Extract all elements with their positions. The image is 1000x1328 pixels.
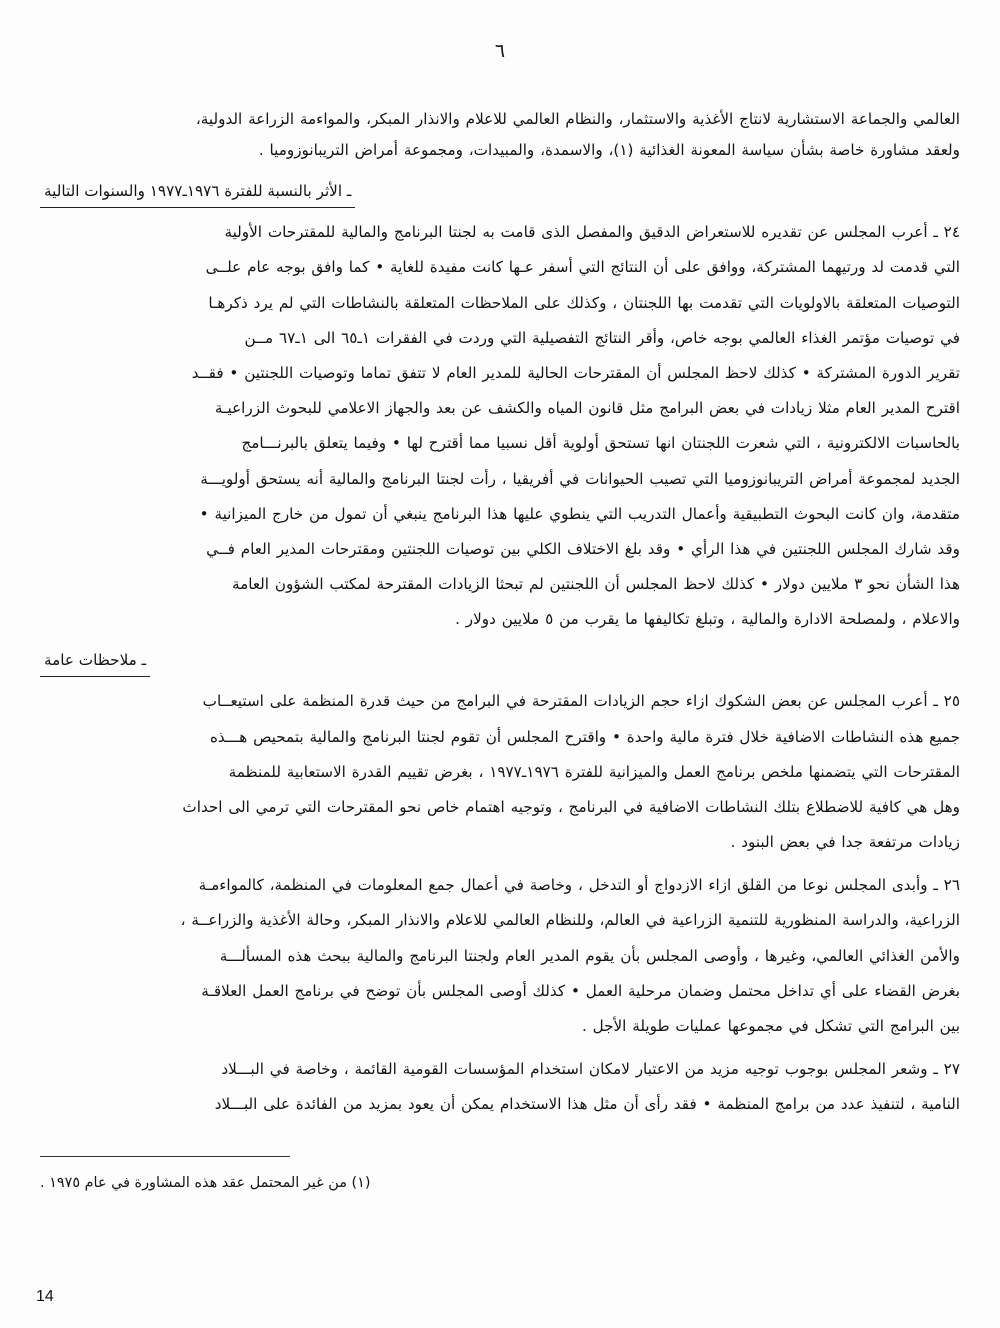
section-item-24 (40, 218, 960, 634)
section-item-26 (40, 871, 960, 1041)
section-25-line-5: زيادات مرتفعة جدا في بعض البنود . (730, 833, 960, 852)
section-item-25 (40, 687, 960, 857)
section-item-27 (40, 1055, 960, 1119)
section-26-line-1: ٢٦ ـ وأبدى المجلس نوعا من القلق ازاء الازدواج أو التدخل ، وخاصة في أعمال جمع المعلومات في المنظمة، كالمواءمـة (198, 876, 960, 895)
spacer-25-26 (40, 863, 960, 871)
section-24-line-12: والاعلام ، ولمصلحة الادارة والمالية ، وتبلغ تكاليفها ما يقرب من ٥ ملايين دولار . (455, 610, 960, 629)
section-24-line-5: تقرير الدورة المشتركة • كذلك لاحظ المجلس أن المقترحات الحالية للمدير العام لا تتفق تماما وتوصيات اللجنتين • فقــد (191, 363, 960, 382)
section-26-line-2: الزراعية، والدراسة المنظورية للتنمية الزراعية في العالم، وللنظام العالمي للاعلام والانذار المبكر، وحالة الأغذية والزراعــة ، (180, 911, 960, 930)
footnote-text: (١) من غير المحتمل عقد هذه المشاورة في عام ١٩٧٥ . (40, 1174, 371, 1191)
heading-period-effect-label: ـ الأثر بالنسبة للفترة ١٩٧٦ـ١٩٧٧ والسنوات التالية (40, 179, 355, 208)
section-24-line-7: بالحاسبات الالكترونية ، التي شعرت اللجنتان انها تستحق أولوية أقل نسبيا مما أقترح لها • وفيما يتعلق بالبرنـــامج (241, 434, 960, 453)
page-number-bottom: 14 (36, 1288, 54, 1305)
section-24-line-4: في توصيات مؤتمر الغذاء العالمي بوجه خاص، وأقر النتائج التفصيلية التي وردت في الفقرات ١ـ٦٥ الى ١ـ٦٧ مــن (244, 328, 960, 347)
section-24-line-11: هذا الشأن نحو ٣ ملايين دولار • كذلك لاحظ المجلس أن اللجنتين لم تبحثا الزيادات المقترحة لمكتب الشؤون العامة (231, 575, 960, 594)
section-24-line-9: متقدمة، وان كانت البحوث التطبيقية وأعمال التدريب التي ينطوي عليها هذا البرنامج ينبغي أن تمول من خارج الميزانية • (199, 504, 960, 523)
footnote-rule-line (40, 1156, 290, 1157)
page-content (40, 105, 960, 1195)
section-26-line-5: بين البرامج التي تشكل في مجموعها عمليات طويلة الأجل . (581, 1017, 960, 1035)
section-24-line-2: التي قدمت لد ورتيهما المشتركة، ووافق على أن النتائج التي أسفر عـها كانت مفيدة للغاية • كما وافق بوجه عام علــى (205, 258, 960, 277)
section-27-line-2: النامية ، لتنفيذ عدد من برامج المنظمة • فقد رأى أن مثل هذا الاستخدام يمكن أن يعود بمزيد من الفائدة على البـــلاد (214, 1095, 960, 1114)
paragraph-intro-line-2: ولعقد مشاورة خاصة بشأن سياسة المعونة الغذائية (١)، والاسمدة، والمبيدات، ومجموعة أمراض التريبانوزوميا . (258, 141, 960, 160)
section-27-line-1: ٢٧ ـ وشعر المجلس بوجوب توجيه مزيد من الاعتبار لامكان استخدام المؤسسات القومية القائمة ، وخاصة في البـــلاد (221, 1060, 960, 1079)
heading-general-notes-label: ـ ملاحظات عامة (40, 648, 150, 677)
section-24-line-1: ٢٤ ـ أعرب المجلس عن تقديره للاستعراض الدقيق والمفصل الذى قامت به لجنتا البرنامج والمالية للمقترحات الأولية (224, 223, 960, 242)
section-26-line-3: والأمن الغذائي العالمي، وغيرها ، وأوصى المجلس بأن يقوم المدير العام ولجنتا البرنامج والمالية ببحث هذه المسألـــة (219, 946, 960, 965)
section-26-line-4: بغرض القضاء على أي تداخل محتمل وضمان مرحلية العمل • كذلك أوصى المجلس بأن توضح في برنامج العمل العلاقـة (201, 981, 960, 1000)
section-25-line-2: جميع هذه النشاطات الاضافية خلال فترة مالية واحدة • واقترح المجلس أن تقوم لجنتا البرنامج والمالية بتمحيص هـــذه (209, 727, 960, 746)
section-24-line-3: التوصيات المتعلقة بالاولويات التي تقدمت بها اللجنتان ، وكذلك على الملاحظات المتعلقة بالنشاطات التي لم يرد ذكرهـا (208, 293, 960, 312)
footnote (40, 1171, 960, 1195)
heading-period-effect (40, 179, 960, 208)
footnote-separator (40, 1142, 960, 1161)
section-25-line-3: المقترحات التي يتضمنها ملخص برنامج العمل والميزانية للفترة ١٩٧٦ـ١٩٧٧ ، بغرض تقييم القدرة الاستعابية للمنظمة (228, 762, 960, 781)
section-25-line-1: ٢٥ ـ أعرب المجلس عن بعض الشكوك ازاء حجم الزيادات المقترحة في البرامج من حيث قدرة المنظمة على استيعــاب (202, 692, 960, 711)
section-24-line-6: اقترح المدير العام مثلا زيادات في بعض البرامج مثل قانون المياه والكشف عن بعد والجهاز الاعلامي للبحوث الزراعيـة (214, 399, 960, 418)
section-24-line-8: الجديد لمجموعة أمراض التريبانوزوميا التي تصيب الحيوانات في أفريقيا ، رأت لجنتا البرنامج والمالية أنه يستحق أولويـــة (200, 469, 960, 488)
paragraph-intro-line-1: العالمي والجماعة الاستشارية لانتاج الأغذية والاستثمار، والنظام العالمي للاعلام والانذار المبكر، والمواءمة الزراعة الدولية، (195, 110, 960, 128)
page-number-top: ٦ (494, 40, 506, 62)
section-25-line-4: وهل هي كافية للاضطلاع بتلك النشاطات الاضافية في البرنامج ، وتوجيه اهتمام خاص نحو المقترحات التي ترمي الى احداث (182, 797, 960, 816)
spacer-26-27 (40, 1047, 960, 1055)
section-24-line-10: وقد شارك المجلس اللجنتين في هذا الرأي • وقد بلغ الاختلاف الكلي بين توصيات اللجنتين ومقترحات المدير العام فــي (206, 539, 960, 558)
heading-general-notes (40, 648, 960, 677)
